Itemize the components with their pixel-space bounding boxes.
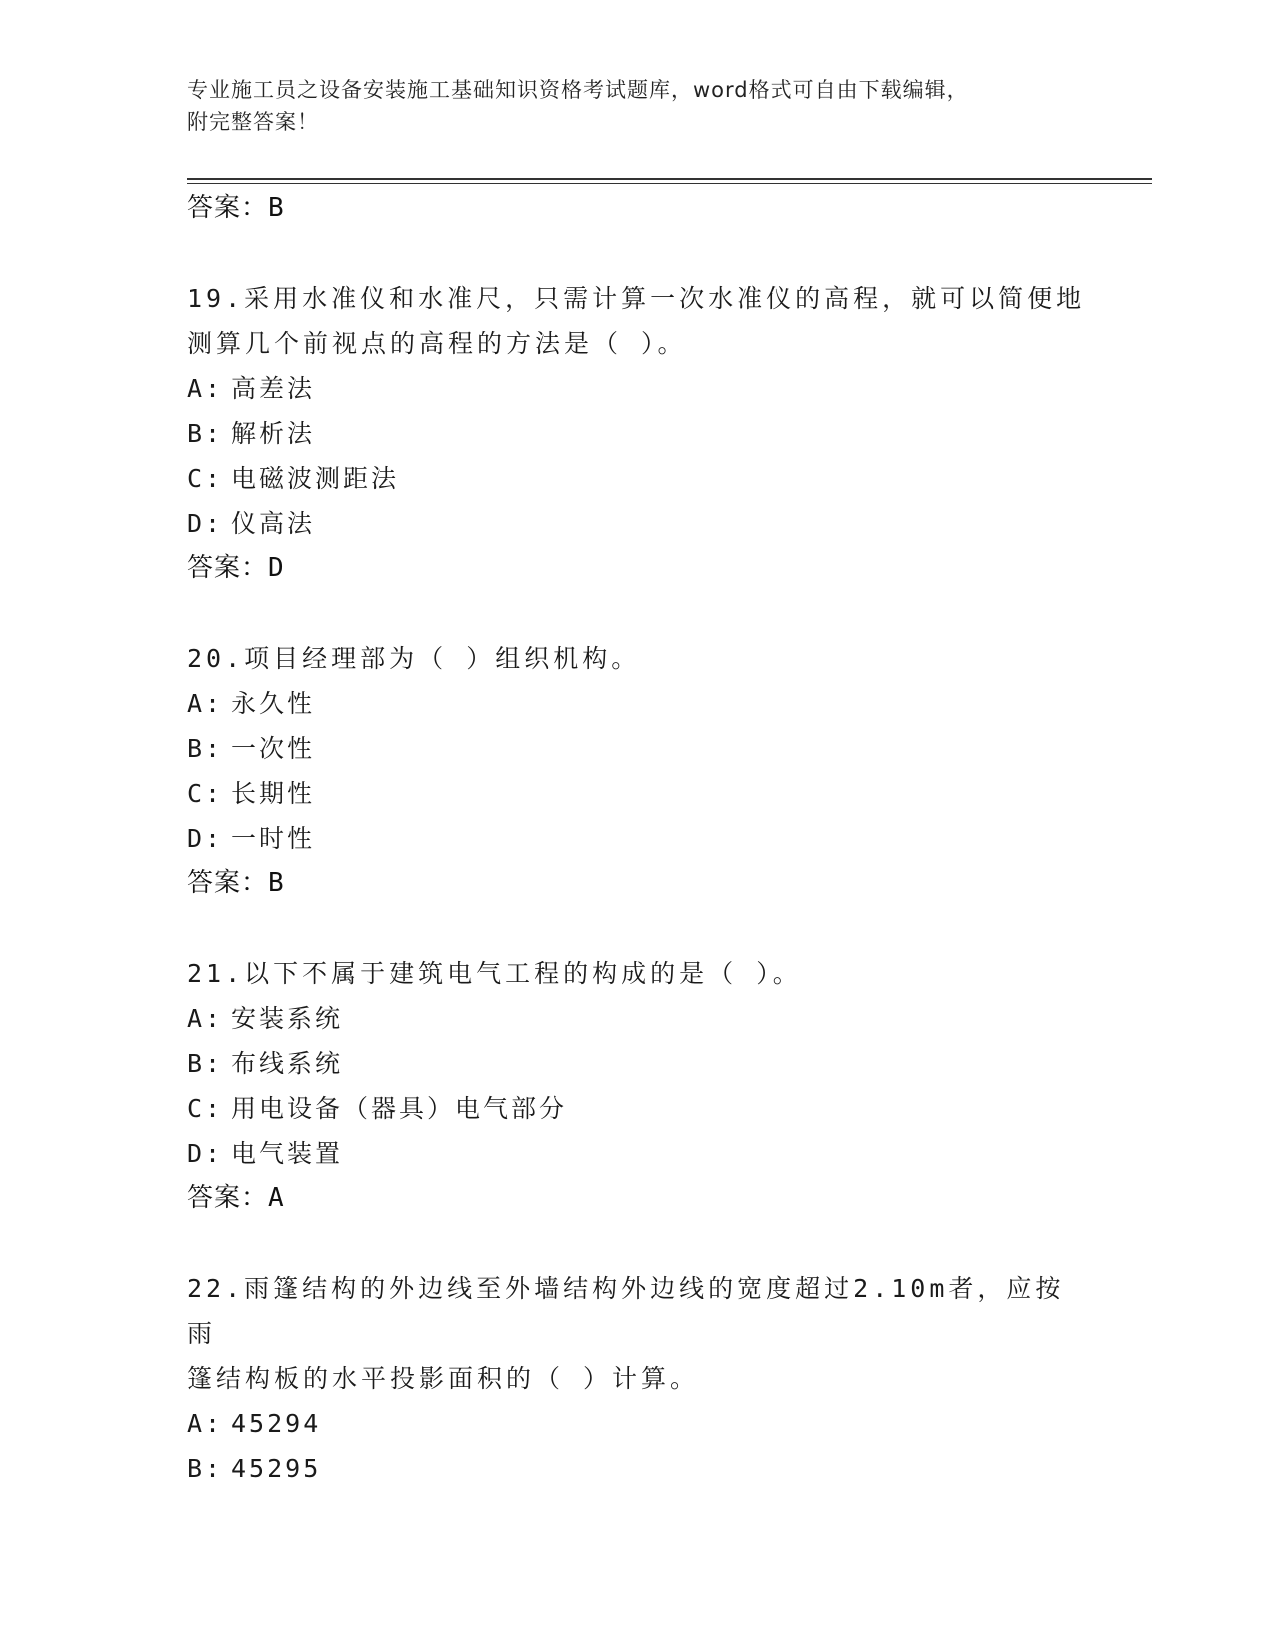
header-line-2: 附完整答案！ [187,110,319,134]
question-19 [187,276,1087,591]
question-answer [187,546,1087,591]
option-c [187,771,1087,816]
option-text: 布线系统 [231,1049,344,1078]
answer-label: 答案： [187,868,269,898]
option-c [187,456,1087,501]
option-text: 45295 [231,1454,322,1483]
option-d [187,1131,1087,1176]
question-stem-line: 19.采用水准仪和水准尺，只需计算一次水准仪的高程，就可以简便地 [187,284,1086,313]
option-text: 仪高法 [231,509,316,538]
option-text: 一时性 [231,824,316,853]
question-stem-line: 测算几个前视点的高程的方法是（ ）。 [187,329,687,358]
option-a [187,366,1087,411]
option-key: B: [187,734,224,763]
answer-label: 答案： [187,193,269,223]
option-text: 永久性 [231,689,316,718]
question-answer [187,1176,1087,1221]
answer-label: 答案： [187,553,269,583]
option-text: 高差法 [231,374,316,403]
option-key: C: [187,779,224,808]
option-a [187,681,1087,726]
option-b [187,1446,1087,1491]
option-d [187,501,1087,546]
option-key: C: [187,464,224,493]
question-22 [187,1266,1087,1491]
answer-value: B [268,193,285,223]
option-key: D: [187,1139,224,1168]
option-text: 安装系统 [231,1004,344,1033]
option-key: B: [187,1049,224,1078]
option-key: A: [187,1004,224,1033]
question-stem-line: 21.以下不属于建筑电气工程的构成的是（ ）。 [187,959,802,988]
option-text: 45294 [231,1409,322,1438]
document-header [187,74,1087,138]
answer-value: B [268,868,285,898]
answer-label: 答案： [187,1183,269,1213]
option-c [187,1086,1087,1131]
question-21 [187,951,1087,1221]
header-rule-thin [187,183,1152,184]
question-stem-line: 篷结构板的水平投影面积的（ ）计算。 [187,1364,700,1393]
option-d [187,816,1087,861]
option-key: D: [187,824,224,853]
option-key: B: [187,419,224,448]
option-b [187,726,1087,771]
question-list [187,186,1087,1491]
answer-value: A [268,1183,285,1213]
option-key: D: [187,509,224,538]
header-rule-thick [187,178,1152,180]
option-a [187,996,1087,1041]
option-text: 一次性 [231,734,316,763]
question-stem-line: 20.项目经理部为（ ）组织机构。 [187,644,641,673]
option-text: 电磁波测距法 [231,464,400,493]
question-stem-line: 22.雨篷结构的外边线至外墙结构外边线的宽度超过2.10m者，应按雨 [187,1274,1065,1348]
option-key: B: [187,1454,224,1483]
answer-value: D [268,553,285,583]
question-20 [187,636,1087,906]
option-text: 解析法 [231,419,316,448]
previous-answer [187,186,1087,231]
question-answer [187,861,1087,906]
option-text: 电气装置 [231,1139,344,1168]
option-text: 长期性 [231,779,316,808]
option-a [187,1401,1087,1446]
option-key: A: [187,689,224,718]
option-key: A: [187,374,224,403]
header-line-1: 专业施工员之设备安装施工基础知识资格考试题库，word格式可自由下载编辑， [187,78,969,102]
option-key: C: [187,1094,224,1123]
option-key: A: [187,1409,224,1438]
option-b [187,1041,1087,1086]
option-b [187,411,1087,456]
option-text: 用电设备（器具）电气部分 [231,1094,568,1123]
